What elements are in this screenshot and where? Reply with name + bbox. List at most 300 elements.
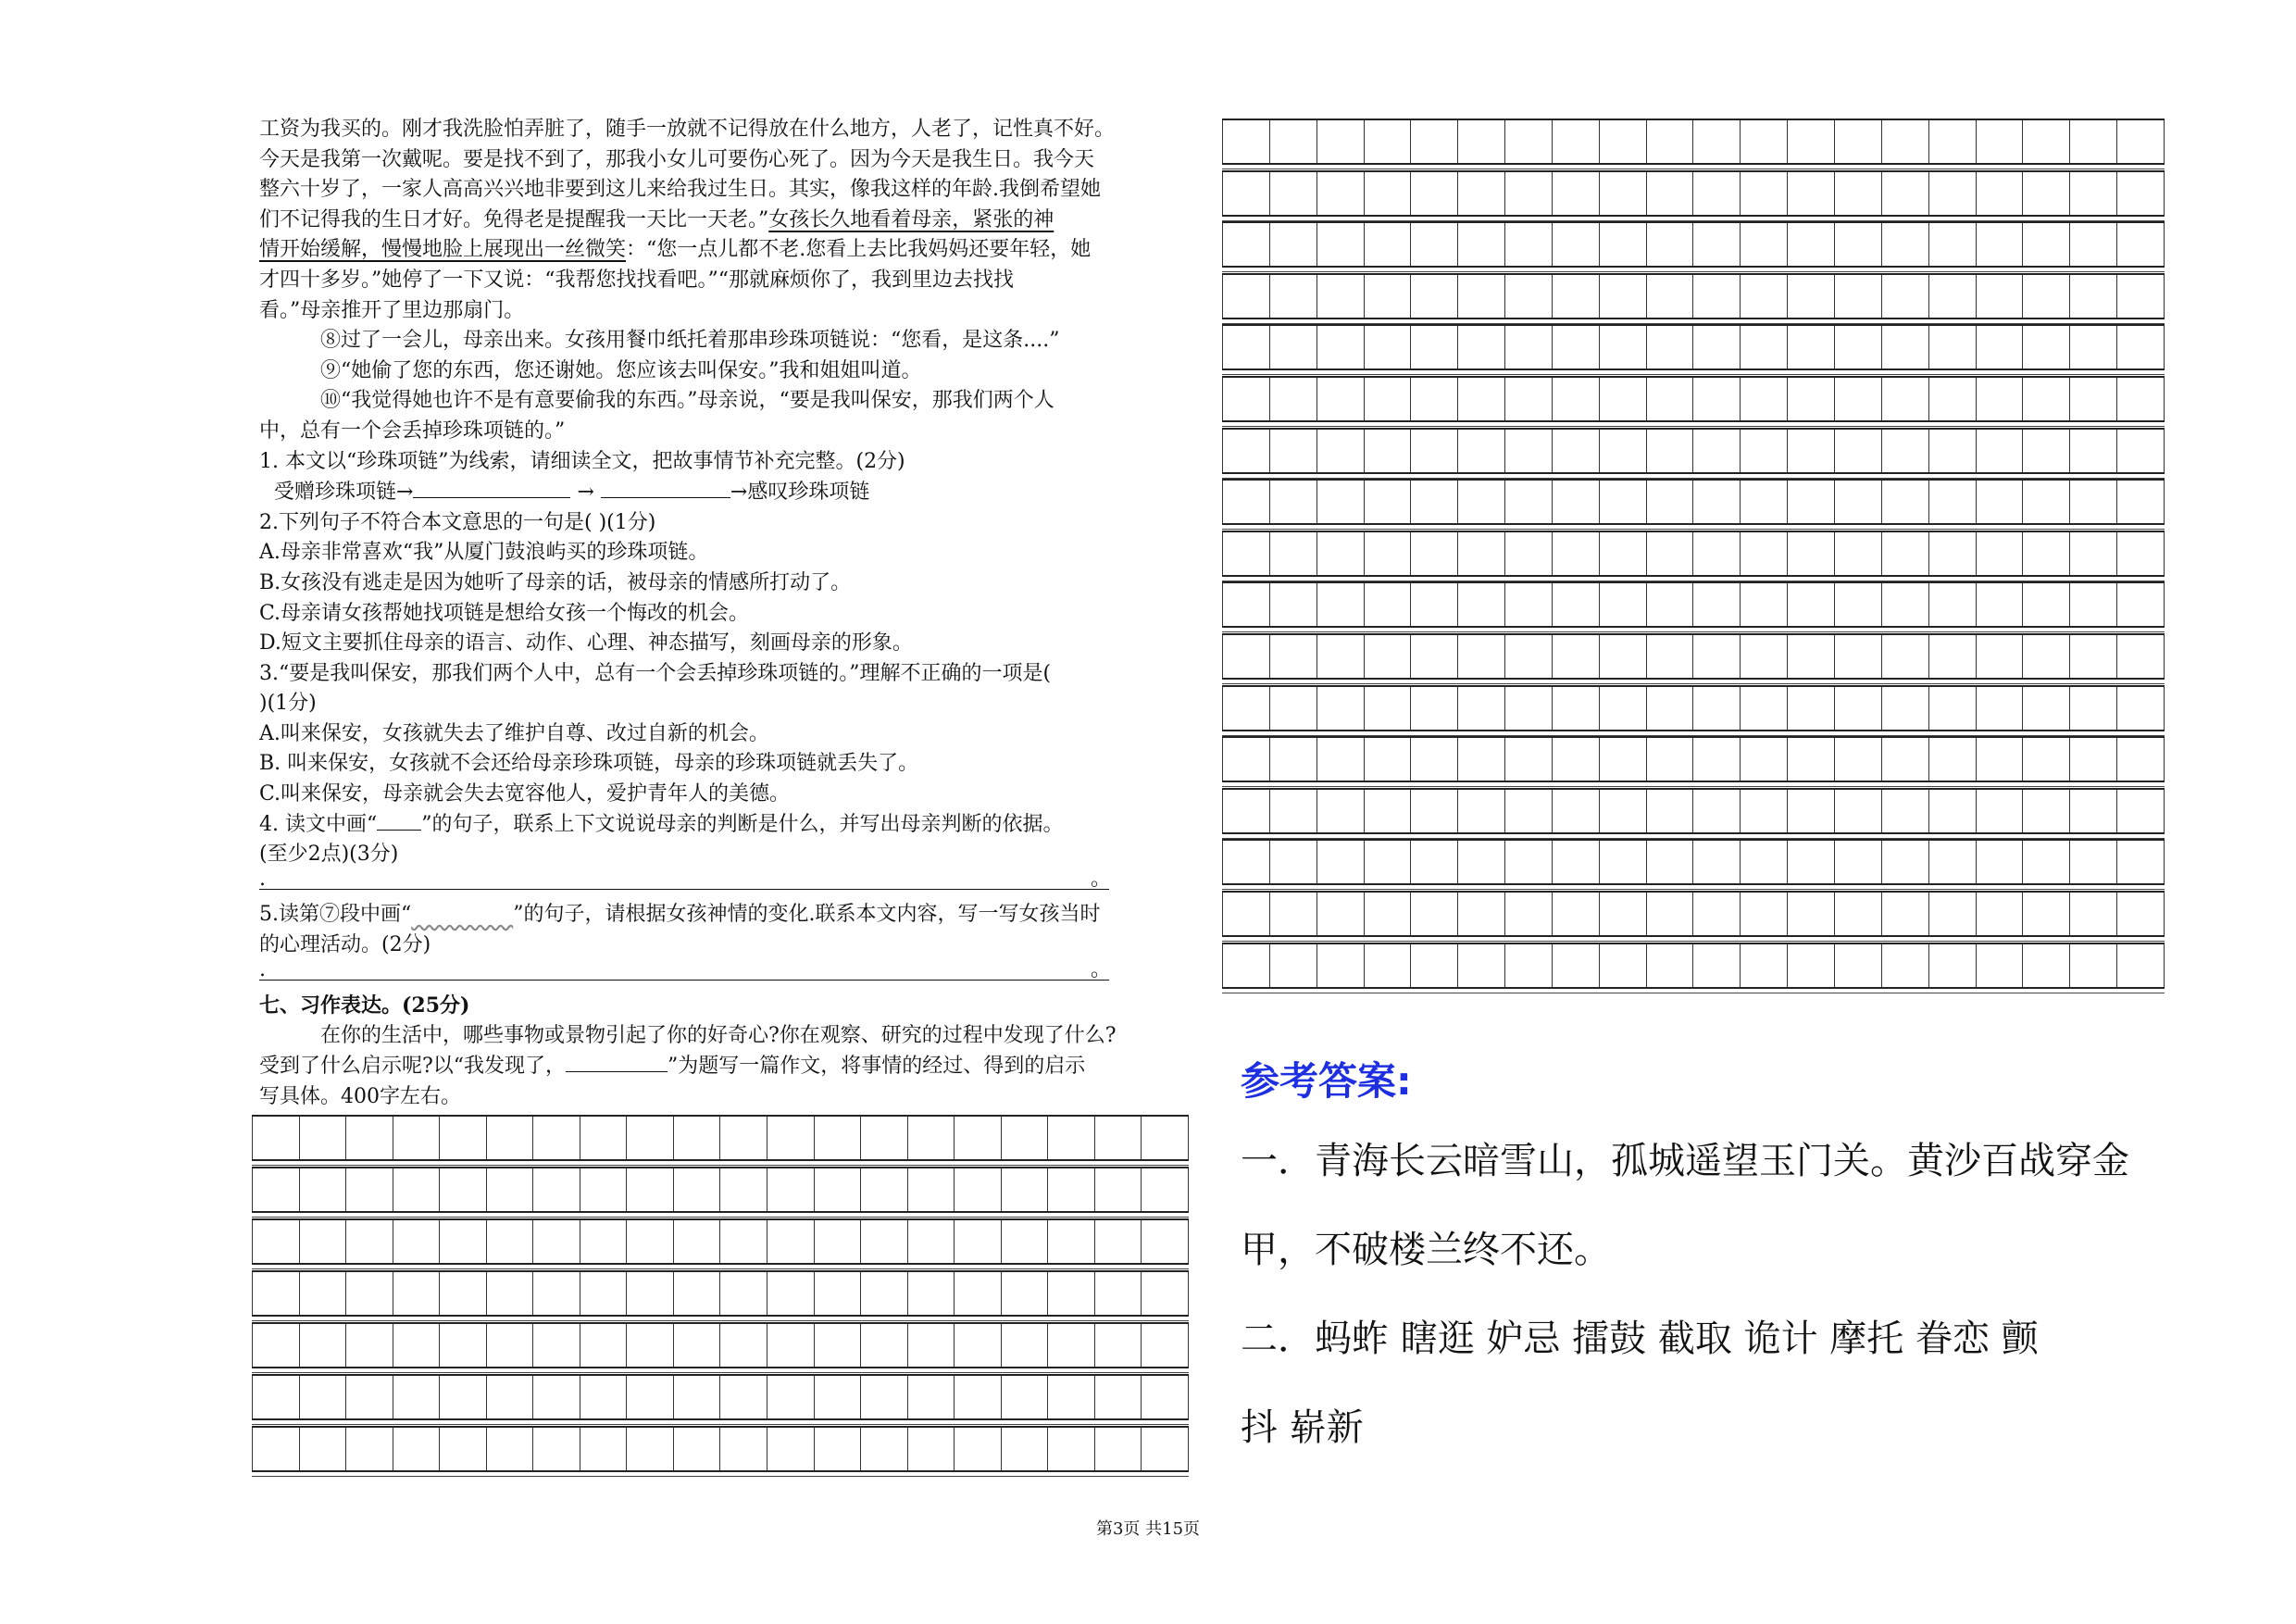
grid-cell[interactable]	[673, 1168, 720, 1211]
answer-blank[interactable]	[413, 477, 570, 498]
grid-cell[interactable]	[1269, 841, 1316, 883]
grid-cell[interactable]	[1692, 841, 1740, 883]
grid-cell[interactable]	[1928, 172, 1976, 215]
grid-cell[interactable]	[1646, 687, 1693, 730]
grid-cell[interactable]	[1222, 532, 1269, 575]
grid-cell[interactable]	[1457, 893, 1504, 935]
grid-cell[interactable]	[1222, 944, 1269, 987]
grid-cell[interactable]	[1410, 120, 1457, 163]
grid-cell[interactable]	[1047, 1168, 1094, 1211]
grid-cell[interactable]	[252, 1272, 299, 1315]
grid-cell[interactable]	[2022, 326, 2069, 369]
grid-cell[interactable]	[1928, 635, 1976, 678]
grid-cell[interactable]	[2022, 841, 2069, 883]
grid-cell[interactable]	[1141, 1376, 1189, 1418]
composition-grid-right[interactable]	[1222, 119, 2165, 997]
grid-cell[interactable]	[1976, 378, 2023, 420]
grid-cell[interactable]	[1599, 223, 1646, 266]
grid-cell[interactable]	[1364, 687, 1411, 730]
grid-cell[interactable]	[1552, 583, 1599, 626]
grid-cell[interactable]	[1692, 944, 1740, 987]
grid-cell[interactable]	[1740, 841, 1787, 883]
grid-cell[interactable]	[1364, 841, 1411, 883]
grid-cell[interactable]	[486, 1220, 533, 1263]
grid-cell[interactable]	[1504, 944, 1552, 987]
grid-cell[interactable]	[1787, 790, 1834, 832]
grid-cell[interactable]	[719, 1272, 767, 1315]
grid-cell[interactable]	[2022, 532, 2069, 575]
grid-cell[interactable]	[1141, 1428, 1189, 1470]
grid-cell[interactable]	[1364, 583, 1411, 626]
grid-cell[interactable]	[1552, 378, 1599, 420]
grid-cell[interactable]	[1928, 841, 1976, 883]
grid-cell[interactable]	[1646, 223, 1693, 266]
grid-cell[interactable]	[1552, 275, 1599, 318]
grid-cell[interactable]	[1364, 481, 1411, 523]
grid-cell[interactable]	[1457, 430, 1504, 472]
grid-cell[interactable]	[1222, 430, 1269, 472]
grid-cell[interactable]	[860, 1220, 907, 1263]
grid-cell[interactable]	[1222, 841, 1269, 883]
grid-cell[interactable]	[1692, 893, 1740, 935]
grid-cell[interactable]	[1504, 172, 1552, 215]
grid-cell[interactable]	[767, 1428, 814, 1470]
grid-cell[interactable]	[1881, 326, 1928, 369]
grid-cell[interactable]	[2069, 687, 2116, 730]
grid-cell[interactable]	[1457, 635, 1504, 678]
grid-cell[interactable]	[1740, 275, 1787, 318]
grid-cell[interactable]	[1316, 172, 1364, 215]
grid-cell[interactable]	[1740, 944, 1787, 987]
grid-cell[interactable]	[1410, 275, 1457, 318]
grid-cell[interactable]	[1928, 120, 1976, 163]
grid-cell[interactable]	[1881, 790, 1928, 832]
grid-cell[interactable]	[1316, 687, 1364, 730]
grid-cell[interactable]	[1976, 275, 2023, 318]
grid-cell[interactable]	[1740, 790, 1787, 832]
grid-cell[interactable]	[1834, 635, 1881, 678]
grid-cell[interactable]	[1316, 275, 1364, 318]
grid-cell[interactable]	[1740, 378, 1787, 420]
grid-cell[interactable]	[1928, 893, 1976, 935]
grid-cell[interactable]	[2069, 430, 2116, 472]
grid-cell[interactable]	[1646, 326, 1693, 369]
grid-cell[interactable]	[1001, 1117, 1048, 1159]
grid-cell[interactable]	[2069, 790, 2116, 832]
grid-cell[interactable]	[1269, 120, 1316, 163]
grid-cell[interactable]	[1834, 893, 1881, 935]
grid-cell[interactable]	[1504, 893, 1552, 935]
grid-cell[interactable]	[1410, 583, 1457, 626]
grid-cell[interactable]	[1740, 430, 1787, 472]
grid-cell[interactable]	[1504, 120, 1552, 163]
grid-cell[interactable]	[1976, 893, 2023, 935]
grid-cell[interactable]	[626, 1376, 673, 1418]
grid-cell[interactable]	[393, 1428, 440, 1470]
grid-cell[interactable]	[1364, 430, 1411, 472]
grid-cell[interactable]	[1552, 738, 1599, 781]
grid-cell[interactable]	[673, 1117, 720, 1159]
grid-cell[interactable]	[1094, 1324, 1142, 1367]
grid-cell[interactable]	[1552, 223, 1599, 266]
grid-cell[interactable]	[2069, 532, 2116, 575]
grid-cell[interactable]	[1928, 275, 1976, 318]
grid-cell[interactable]	[1599, 378, 1646, 420]
grid-cell[interactable]	[1001, 1376, 1048, 1418]
grid-cell[interactable]	[1047, 1117, 1094, 1159]
grid-cell[interactable]	[2116, 430, 2165, 472]
grid-cell[interactable]	[1047, 1428, 1094, 1470]
grid-cell[interactable]	[767, 1220, 814, 1263]
grid-cell[interactable]	[2116, 275, 2165, 318]
grid-cell[interactable]	[1646, 430, 1693, 472]
grid-cell[interactable]	[1834, 790, 1881, 832]
grid-cell[interactable]	[1316, 841, 1364, 883]
grid-cell[interactable]	[532, 1168, 580, 1211]
grid-cell[interactable]	[1457, 944, 1504, 987]
grid-cell[interactable]	[299, 1376, 346, 1418]
grid-cell[interactable]	[1881, 481, 1928, 523]
grid-cell[interactable]	[1599, 893, 1646, 935]
grid-cell[interactable]	[673, 1220, 720, 1263]
answer-line[interactable]: . 。	[259, 867, 1111, 891]
grid-cell[interactable]	[1504, 326, 1552, 369]
grid-cell[interactable]	[345, 1324, 393, 1367]
grid-cell[interactable]	[673, 1324, 720, 1367]
grid-cell[interactable]	[1928, 481, 1976, 523]
grid-cell[interactable]	[1834, 120, 1881, 163]
grid-cell[interactable]	[1222, 223, 1269, 266]
grid-cell[interactable]	[1410, 223, 1457, 266]
grid-cell[interactable]	[2116, 841, 2165, 883]
grid-cell[interactable]	[1692, 275, 1740, 318]
grid-cell[interactable]	[1410, 430, 1457, 472]
grid-cell[interactable]	[532, 1324, 580, 1367]
grid-cell[interactable]	[1222, 738, 1269, 781]
grid-cell[interactable]	[1881, 687, 1928, 730]
grid-cell[interactable]	[1599, 430, 1646, 472]
grid-cell[interactable]	[1928, 378, 1976, 420]
grid-cell[interactable]	[252, 1168, 299, 1211]
grid-cell[interactable]	[1646, 583, 1693, 626]
grid-cell[interactable]	[1599, 738, 1646, 781]
grid-cell[interactable]	[1001, 1168, 1048, 1211]
grid-cell[interactable]	[1834, 944, 1881, 987]
grid-cell[interactable]	[299, 1220, 346, 1263]
grid-cell[interactable]	[719, 1168, 767, 1211]
grid-cell[interactable]	[1504, 790, 1552, 832]
grid-cell[interactable]	[439, 1324, 486, 1367]
grid-cell[interactable]	[1410, 738, 1457, 781]
grid-cell[interactable]	[1740, 223, 1787, 266]
grid-cell[interactable]	[907, 1428, 955, 1470]
grid-cell[interactable]	[1552, 481, 1599, 523]
grid-cell[interactable]	[860, 1117, 907, 1159]
grid-cell[interactable]	[1646, 790, 1693, 832]
grid-cell[interactable]	[2069, 944, 2116, 987]
grid-cell[interactable]	[1976, 430, 2023, 472]
grid-cell[interactable]	[1976, 583, 2023, 626]
grid-cell[interactable]	[954, 1272, 1001, 1315]
grid-cell[interactable]	[532, 1376, 580, 1418]
grid-cell[interactable]	[1457, 738, 1504, 781]
grid-cell[interactable]	[1881, 532, 1928, 575]
title-blank[interactable]	[566, 1051, 668, 1072]
grid-cell[interactable]	[2022, 893, 2069, 935]
grid-cell[interactable]	[1928, 738, 1976, 781]
grid-cell[interactable]	[1047, 1220, 1094, 1263]
grid-cell[interactable]	[1316, 430, 1364, 472]
grid-cell[interactable]	[1834, 223, 1881, 266]
grid-cell[interactable]	[1976, 481, 2023, 523]
grid-cell[interactable]	[1094, 1272, 1142, 1315]
grid-cell[interactable]	[719, 1324, 767, 1367]
grid-cell[interactable]	[2022, 790, 2069, 832]
grid-cell[interactable]	[954, 1117, 1001, 1159]
grid-cell[interactable]	[1552, 120, 1599, 163]
grid-cell[interactable]	[486, 1272, 533, 1315]
grid-cell[interactable]	[1599, 687, 1646, 730]
grid-cell[interactable]	[252, 1324, 299, 1367]
grid-cell[interactable]	[1364, 944, 1411, 987]
grid-cell[interactable]	[1834, 687, 1881, 730]
grid-cell[interactable]	[439, 1428, 486, 1470]
grid-cell[interactable]	[252, 1376, 299, 1418]
grid-cell[interactable]	[1599, 120, 1646, 163]
grid-cell[interactable]	[1364, 532, 1411, 575]
grid-cell[interactable]	[1692, 738, 1740, 781]
grid-cell[interactable]	[2069, 326, 2116, 369]
grid-cell[interactable]	[1928, 687, 1976, 730]
grid-cell[interactable]	[1410, 841, 1457, 883]
grid-cell[interactable]	[1094, 1376, 1142, 1418]
grid-cell[interactable]	[532, 1428, 580, 1470]
grid-cell[interactable]	[1881, 430, 1928, 472]
grid-cell[interactable]	[1787, 687, 1834, 730]
grid-cell[interactable]	[767, 1168, 814, 1211]
grid-cell[interactable]	[767, 1324, 814, 1367]
grid-cell[interactable]	[1646, 738, 1693, 781]
grid-cell[interactable]	[486, 1376, 533, 1418]
grid-cell[interactable]	[1787, 120, 1834, 163]
grid-cell[interactable]	[1552, 790, 1599, 832]
grid-cell[interactable]	[1740, 893, 1787, 935]
grid-cell[interactable]	[2022, 223, 2069, 266]
grid-cell[interactable]	[1787, 635, 1834, 678]
grid-cell[interactable]	[1881, 635, 1928, 678]
grid-cell[interactable]	[1976, 687, 2023, 730]
grid-cell[interactable]	[1504, 378, 1552, 420]
grid-cell[interactable]	[1787, 326, 1834, 369]
answer-blank[interactable]	[601, 477, 730, 498]
grid-cell[interactable]	[580, 1220, 627, 1263]
grid-cell[interactable]	[1552, 635, 1599, 678]
grid-cell[interactable]	[767, 1376, 814, 1418]
grid-cell[interactable]	[1692, 532, 1740, 575]
grid-cell[interactable]	[1928, 790, 1976, 832]
grid-cell[interactable]	[532, 1117, 580, 1159]
grid-cell[interactable]	[1599, 326, 1646, 369]
grid-cell[interactable]	[1316, 326, 1364, 369]
grid-cell[interactable]	[1976, 841, 2023, 883]
grid-cell[interactable]	[1881, 738, 1928, 781]
grid-cell[interactable]	[1410, 944, 1457, 987]
grid-cell[interactable]	[1316, 378, 1364, 420]
grid-cell[interactable]	[1410, 635, 1457, 678]
grid-cell[interactable]	[580, 1168, 627, 1211]
grid-cell[interactable]	[2069, 481, 2116, 523]
grid-cell[interactable]	[1928, 430, 1976, 472]
grid-cell[interactable]	[1599, 583, 1646, 626]
grid-cell[interactable]	[1740, 481, 1787, 523]
grid-cell[interactable]	[252, 1428, 299, 1470]
grid-cell[interactable]	[2069, 893, 2116, 935]
grid-cell[interactable]	[1504, 430, 1552, 472]
grid-cell[interactable]	[1787, 583, 1834, 626]
grid-cell[interactable]	[860, 1272, 907, 1315]
grid-cell[interactable]	[1364, 172, 1411, 215]
grid-cell[interactable]	[1787, 893, 1834, 935]
grid-cell[interactable]	[907, 1220, 955, 1263]
grid-cell[interactable]	[1599, 944, 1646, 987]
grid-cell[interactable]	[2022, 172, 2069, 215]
grid-cell[interactable]	[1976, 223, 2023, 266]
grid-cell[interactable]	[2116, 583, 2165, 626]
grid-cell[interactable]	[814, 1324, 861, 1367]
grid-cell[interactable]	[1646, 481, 1693, 523]
grid-cell[interactable]	[1552, 172, 1599, 215]
grid-cell[interactable]	[1881, 378, 1928, 420]
grid-cell[interactable]	[580, 1272, 627, 1315]
grid-cell[interactable]	[1001, 1272, 1048, 1315]
grid-cell[interactable]	[2116, 481, 2165, 523]
grid-cell[interactable]	[1364, 893, 1411, 935]
grid-cell[interactable]	[439, 1117, 486, 1159]
grid-cell[interactable]	[1787, 378, 1834, 420]
grid-cell[interactable]	[1001, 1324, 1048, 1367]
grid-cell[interactable]	[1316, 532, 1364, 575]
grid-cell[interactable]	[393, 1272, 440, 1315]
grid-cell[interactable]	[1834, 481, 1881, 523]
grid-cell[interactable]	[580, 1324, 627, 1367]
grid-cell[interactable]	[1787, 841, 1834, 883]
grid-cell[interactable]	[1504, 275, 1552, 318]
grid-cell[interactable]	[1928, 944, 1976, 987]
grid-cell[interactable]	[1222, 120, 1269, 163]
grid-cell[interactable]	[1504, 841, 1552, 883]
grid-cell[interactable]	[1222, 583, 1269, 626]
grid-cell[interactable]	[1976, 635, 2023, 678]
grid-cell[interactable]	[1552, 841, 1599, 883]
grid-cell[interactable]	[1316, 120, 1364, 163]
grid-cell[interactable]	[439, 1272, 486, 1315]
grid-cell[interactable]	[1740, 120, 1787, 163]
grid-cell[interactable]	[1834, 172, 1881, 215]
grid-cell[interactable]	[2022, 635, 2069, 678]
grid-cell[interactable]	[1881, 275, 1928, 318]
grid-cell[interactable]	[1364, 790, 1411, 832]
grid-cell[interactable]	[1928, 326, 1976, 369]
grid-cell[interactable]	[1740, 738, 1787, 781]
grid-cell[interactable]	[2116, 378, 2165, 420]
grid-cell[interactable]	[2116, 944, 2165, 987]
grid-cell[interactable]	[1364, 378, 1411, 420]
grid-cell[interactable]	[1141, 1272, 1189, 1315]
grid-cell[interactable]	[1646, 635, 1693, 678]
grid-cell[interactable]	[1834, 583, 1881, 626]
grid-cell[interactable]	[1504, 738, 1552, 781]
grid-cell[interactable]	[1269, 481, 1316, 523]
grid-cell[interactable]	[1364, 275, 1411, 318]
grid-cell[interactable]	[486, 1168, 533, 1211]
grid-cell[interactable]	[2116, 738, 2165, 781]
grid-cell[interactable]	[1457, 841, 1504, 883]
grid-cell[interactable]	[814, 1220, 861, 1263]
grid-cell[interactable]	[954, 1428, 1001, 1470]
grid-cell[interactable]	[1740, 172, 1787, 215]
grid-cell[interactable]	[1552, 687, 1599, 730]
grid-cell[interactable]	[1094, 1117, 1142, 1159]
grid-cell[interactable]	[532, 1272, 580, 1315]
grid-cell[interactable]	[1410, 532, 1457, 575]
grid-cell[interactable]	[1504, 687, 1552, 730]
grid-cell[interactable]	[1976, 326, 2023, 369]
grid-cell[interactable]	[1692, 172, 1740, 215]
grid-cell[interactable]	[2069, 841, 2116, 883]
grid-cell[interactable]	[486, 1428, 533, 1470]
grid-cell[interactable]	[345, 1117, 393, 1159]
grid-cell[interactable]	[2022, 944, 2069, 987]
grid-cell[interactable]	[2022, 738, 2069, 781]
grid-cell[interactable]	[1692, 635, 1740, 678]
grid-cell[interactable]	[299, 1168, 346, 1211]
answer-line[interactable]: . 。	[259, 957, 1111, 981]
grid-cell[interactable]	[1141, 1220, 1189, 1263]
grid-cell[interactable]	[1646, 172, 1693, 215]
grid-cell[interactable]	[1740, 583, 1787, 626]
grid-cell[interactable]	[1047, 1324, 1094, 1367]
grid-cell[interactable]	[1504, 635, 1552, 678]
grid-cell[interactable]	[954, 1376, 1001, 1418]
grid-cell[interactable]	[626, 1272, 673, 1315]
grid-cell[interactable]	[2022, 378, 2069, 420]
grid-cell[interactable]	[1646, 275, 1693, 318]
grid-cell[interactable]	[626, 1324, 673, 1367]
grid-cell[interactable]	[299, 1272, 346, 1315]
grid-cell[interactable]	[393, 1168, 440, 1211]
grid-cell[interactable]	[299, 1324, 346, 1367]
grid-cell[interactable]	[1504, 223, 1552, 266]
grid-cell[interactable]	[1646, 378, 1693, 420]
grid-cell[interactable]	[1976, 944, 2023, 987]
grid-cell[interactable]	[2069, 275, 2116, 318]
grid-cell[interactable]	[2022, 275, 2069, 318]
grid-cell[interactable]	[2022, 583, 2069, 626]
grid-cell[interactable]	[2022, 430, 2069, 472]
grid-cell[interactable]	[393, 1324, 440, 1367]
grid-cell[interactable]	[1269, 223, 1316, 266]
grid-cell[interactable]	[1457, 790, 1504, 832]
grid-cell[interactable]	[2022, 481, 2069, 523]
grid-cell[interactable]	[1552, 532, 1599, 575]
grid-cell[interactable]	[1316, 944, 1364, 987]
grid-cell[interactable]	[1222, 635, 1269, 678]
grid-cell[interactable]	[1410, 326, 1457, 369]
grid-cell[interactable]	[1740, 532, 1787, 575]
grid-cell[interactable]	[1094, 1220, 1142, 1263]
grid-cell[interactable]	[673, 1272, 720, 1315]
grid-cell[interactable]	[1457, 583, 1504, 626]
